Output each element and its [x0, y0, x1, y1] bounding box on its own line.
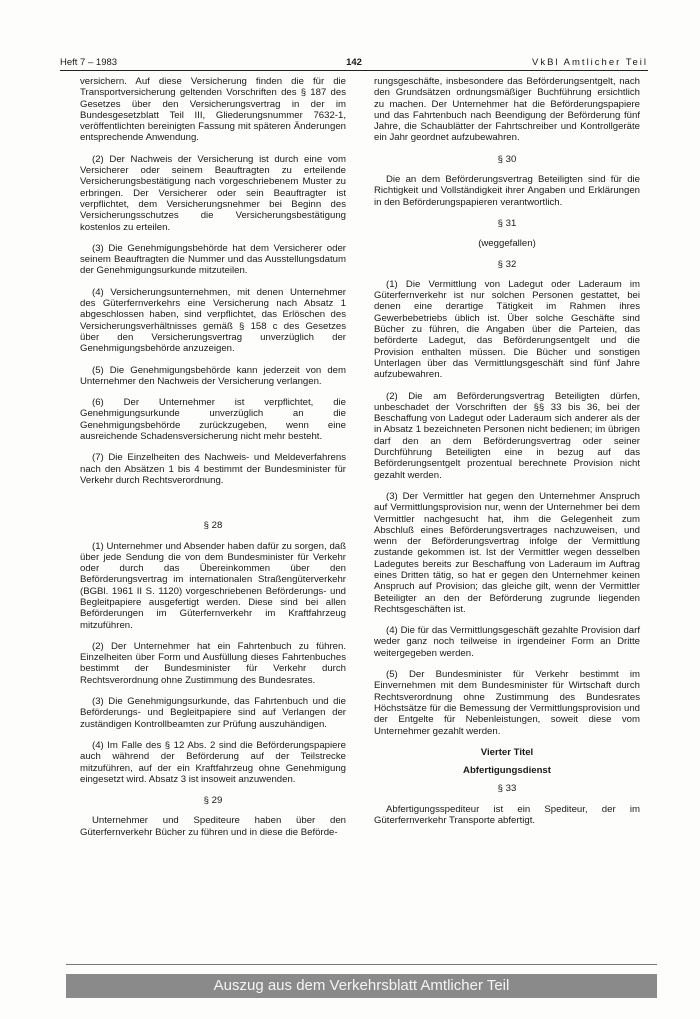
paragraph: (4) Versicherungsunternehmen, mit denen Unternehmer des Güterfernverkehrs eine Versicherung nach Absatz 1 abgeschlossen haben, sind verpflichtet, das Erlöschen des Versicherungsverhältnisses gemäß § 158 c des Gesetzes über den Versicherungsvertrag unverzüglich der Genehmigungsbehörde anzuzeigen.	[80, 286, 346, 355]
section-heading: § 33	[497, 783, 517, 795]
journal-name: VkBl Amtlicher Teil	[532, 57, 648, 68]
paragraph: (3) Die Genehmigungsurkunde, das Fahrtenbuch und die Beförderungs- und Begleitpapiere sind auf Verlangen der zuständigen Kontrollbeamten zur Prüfung auszuhändigen.	[80, 696, 346, 730]
section-heading: § 29	[203, 795, 223, 807]
page-header	[60, 57, 648, 71]
footer-banner: Auszug aus dem Verkehrsblatt Amtlicher Teil	[66, 974, 657, 998]
paragraph: (2) Der Unternehmer hat ein Fahrtenbuch zu führen. Einzelheiten über Form und Ausfüllung dieses Fahrtenbuches bestimmt der Bundesminister für Verkehr durch Rechtsverordnung ohne Zustimmung des Bundesrates.	[80, 640, 346, 686]
page-number: 142	[346, 57, 362, 68]
section-heading: § 30	[497, 153, 517, 165]
title-heading: Vierter Titel	[480, 746, 534, 758]
paragraph: Die an dem Beförderungsvertrag Beteiligten sind für die Richtigkeit und Vollständigkeit ihrer Angaben und Erklärungen in den Beförderungspapieren verantwortlich.	[374, 174, 640, 208]
section-heading: § 31	[497, 217, 517, 229]
section-heading: (weggefallen)	[478, 238, 536, 250]
paragraph: Unternehmer und Spediteure haben über den Güterfernverkehr Bücher zu führen und in diese die Beförde-	[80, 815, 346, 838]
paragraph: (1) Unternehmer und Absender haben dafür zu sorgen, daß über jede Sendung die von dem Bundesminister für Verkehr oder durch das Übereinkommen über den Beförderungsvertrag im internationalen Straßengüterverkehr (BGBl. 1961 II S. 1120) vorgeschriebenen Beförderungs- und Begleitpapiere ausgefertigt werden. Diese sind bei allen Beförderungen im Güterfernverkehr im Kraftfahrzeug mitzuführen.	[80, 540, 346, 631]
paragraph: (2) Die am Beförderungsvertrag Beteiligten dürfen, unbeschadet der Vorschriften der §§ 33 bis 36, bei der Beschaffung von Ladegut oder Laderaum sich anderer als der in Absatz 1 bezeichneten Personen nicht bedienen; im übrigen darf den an dem Beförderungsvertrag oder seiner Durchführung Beteiligten eine in bezug auf das Beförderungsentgelt prozentual berechnete Provision nicht gezahlt werden.	[374, 390, 640, 481]
paragraph: (1) Die Vermittlung von Ladegut oder Laderaum im Güterfernverkehr ist nur solchen Personen gestattet, bei denen eine derartige Tätigkeit im Rahmen ihres Gewerbebetriebs üblich ist. Über solche Geschäfte sind Bücher zu führen, die Angaben über die Parteien, das beförderte Ladegut, das Beförderungsentgelt und die Provision enthalten müssen. Die Bücher und sonstigen Unterlagen über das Vermittlungsgeschäft sind fünf Jahre aufzubewahren.	[374, 278, 640, 381]
section-heading: § 28	[203, 520, 223, 532]
paragraph: (7) Die Einzelheiten des Nachweis- und Meldeverfahrens nach den Absätzen 1 bis 4 bestimmt der Bundesminister für Verkehr durch Rechtsverordnung.	[80, 452, 346, 486]
paragraph: (2) Der Nachweis der Versicherung ist durch eine vom Versicherer oder seinem Beauftragten zu erteilende Versicherungsbestätigung nach vorgeschriebenem Muster zu erbringen. Der Versicherer oder sein Beauftragter ist verpflichtet, dem Versicherungsnehmer bei Beginn des Versicherungsschutzes die Versicherungsbestätigung kostenlos zu erteilen.	[80, 153, 346, 233]
left-column	[80, 76, 346, 848]
section-heading: § 32	[497, 258, 517, 270]
paragraph: rungsgeschäfte, insbesondere das Beförderungsentgelt, nach den Grundsätzen ordnungsmäßiger Buchführung ersichtlich zu machen. Der Unternehmer hat die Beförderungspapiere und das Fahrtenbuch nach Beendigung der Beförderung fünf Jahre, die Schaublätter der Fahrtschreiber und Kontrollgeräte ein Jahr geordnet aufzubewahren.	[374, 76, 640, 144]
paragraph: (4) Die für das Vermittlungsgeschäft gezahlte Provision darf weder ganz noch teilweise in irgendeiner Form an Dritte weitergegeben werden.	[374, 625, 640, 659]
header-rule	[60, 70, 648, 71]
paragraph: (3) Der Vermittler hat gegen den Unternehmer Anspruch auf Vermittlungsprovision nur, wenn der Unternehmer bei dem Vermittler nachgesucht hat, ihm die Gelegenheit zum Abschluß eines Beförderungsvertrages nachzuweisen, und wenn der Beförderungsvertrag infolge der Vermittlung zustande gekommen ist. Ist der Vermittler wegen desselben Ladegutes bereits zur Beschaffung von Laderaum im Auftrag eines Dritten tätig, so hat er gegen den Unternehmer keinen Anspruch auf Provision; das gleiche gilt, wenn der Vermittler Beteiligter an den der Beförderung zugrunde liegenden Rechtsgeschäften ist.	[374, 490, 640, 615]
right-column	[374, 76, 640, 836]
title-heading: Abfertigungsdienst	[463, 765, 551, 777]
issue-number: Heft 7 – 1983	[60, 57, 118, 68]
paragraph: (4) Im Falle des § 12 Abs. 2 sind die Beförderungspapiere auch während der Beförderung auf der Teilstrecke mitzuführen, auf der ein Kraftfahrzeug ohne Genehmigung eingesetzt wird. Absatz 3 ist insoweit anzuwenden.	[80, 739, 346, 785]
paragraph: (5) Die Genehmigungsbehörde kann jederzeit von dem Unternehmer den Nachweis der Versicherung verlangen.	[80, 364, 346, 387]
paragraph: versichern. Auf diese Versicherung finden die für die Transportversicherung geltenden Vorschriften des § 187 des Gesetzes über den Versicherungsvertrag in der im Bundesgesetzblatt Teil III, Gliederungsnummer 7632-1, veröffentlichten bereinigten Fassung mit späteren Änderungen entsprechende Anwendung.	[80, 76, 346, 144]
paragraph: (5) Der Bundesminister für Verkehr bestimmt im Einvernehmen mit dem Bundesminister für Wirtschaft durch Rechtsverordnung ohne Zustimmung des Bundesrates Höchstsätze für die Bemessung der Vermittlungsprovision und der Entgelte für Nebenleistungen, soweit diese vom Unternehmer gezahlt werden.	[374, 669, 640, 737]
spacer	[80, 496, 346, 518]
footer-rule	[66, 964, 657, 965]
paragraph: Abfertigungsspediteur ist ein Spediteur, der im Güterfernverkehr Transporte abfertigt.	[374, 803, 640, 827]
paragraph: (6) Der Unternehmer ist verpflichtet, die Genehmigungsurkunde unverzüglich an die Genehmigungsbehörde zurückzugeben, wenn eine ausreichende Schadensversicherung nicht mehr besteht.	[80, 397, 346, 443]
paragraph: (3) Die Genehmigungsbehörde hat dem Versicherer oder seinem Beauftragten die Nummer und das Ausstellungsdatum der Genehmigungsurkunde mitzuteilen.	[80, 242, 346, 277]
